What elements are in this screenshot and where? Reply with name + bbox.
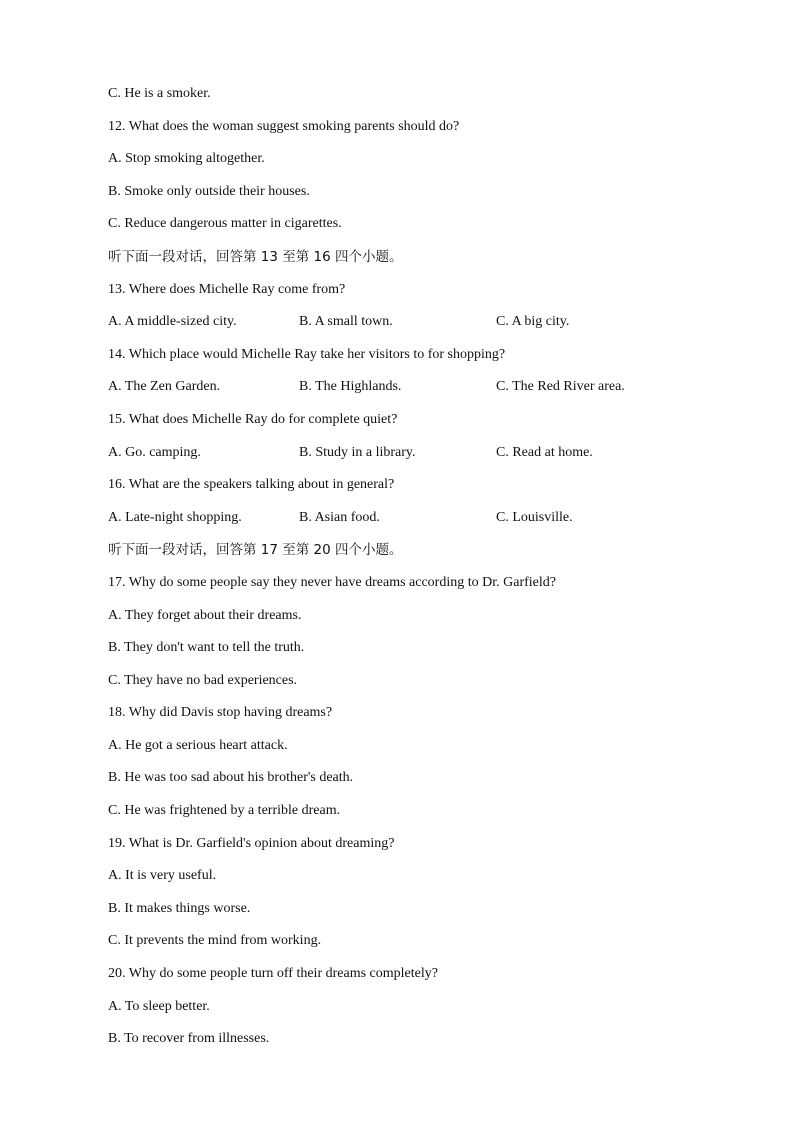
option-12-b: B. Smoke only outside their houses. bbox=[108, 183, 310, 199]
option-17-c: C. They have no bad experiences. bbox=[108, 672, 298, 688]
option-15-b: B. Study in a library. bbox=[299, 444, 416, 460]
option-18-c: C. He was frightened by a terrible dream. bbox=[108, 803, 341, 819]
section-heading-13-16: 听下面一段对话，回答第 13 至第 16 四个小题。 bbox=[108, 248, 403, 265]
option-18-b: B. He was too sad about his brother's death. bbox=[108, 770, 354, 786]
option-17-b: B. They don't want to tell the truth. bbox=[108, 640, 305, 656]
option-20-b: B. To recover from illnesses. bbox=[108, 1031, 270, 1047]
option-19-b: B. It makes things worse. bbox=[108, 900, 251, 916]
option-16-a: A. Late-night shopping. bbox=[108, 509, 242, 525]
option-16-b: B. Asian food. bbox=[299, 509, 380, 525]
question-12: 12. What does the woman suggest smoking parents should do? bbox=[108, 118, 460, 134]
option-19-c: C. It prevents the mind from working. bbox=[108, 933, 322, 949]
option-19-a: A. It is very useful. bbox=[108, 868, 217, 884]
option-13-a: A. A middle-sized city. bbox=[108, 314, 237, 330]
option-13-c: C. A big city. bbox=[496, 314, 570, 330]
line-1: C. He is a smoker. bbox=[108, 86, 211, 101]
section-heading-17-20: 听下面一段对话，回答第 17 至第 20 四个小题。 bbox=[108, 542, 403, 559]
option-14-b: B. The Highlands. bbox=[299, 379, 402, 395]
option-15-c: C. Read at home. bbox=[496, 444, 593, 460]
question-18: 18. Why did Davis stop having dreams? bbox=[108, 705, 333, 721]
option-14-c: C. The Red River area. bbox=[496, 379, 625, 395]
option-20-a: A. To sleep better. bbox=[108, 998, 210, 1014]
option-12-c: C. Reduce dangerous matter in cigarettes. bbox=[108, 216, 342, 232]
option-16-c: C. Louisville. bbox=[496, 509, 573, 525]
question-20: 20. Why do some people turn off their dreams completely? bbox=[108, 966, 438, 982]
option-12-a: A. Stop smoking altogether. bbox=[108, 151, 265, 167]
question-15: 15. What does Michelle Ray do for complete quiet? bbox=[108, 411, 398, 427]
options-15 bbox=[108, 437, 748, 470]
option-14-a: A. The Zen Garden. bbox=[108, 379, 221, 395]
question-13: 13. Where does Michelle Ray come from? bbox=[108, 281, 346, 297]
option-13-b: B. A small town. bbox=[299, 314, 393, 330]
option-18-a: A. He got a serious heart attack. bbox=[108, 737, 288, 753]
document-page bbox=[108, 78, 748, 1056]
option-15-a: A. Go. camping. bbox=[108, 444, 201, 460]
question-14: 14. Which place would Michelle Ray take her visitors to for shopping? bbox=[108, 346, 506, 362]
options-13 bbox=[108, 306, 748, 339]
question-16: 16. What are the speakers talking about in general? bbox=[108, 477, 395, 493]
question-19: 19. What is Dr. Garfield's opinion about dreaming? bbox=[108, 835, 395, 851]
option-17-a: A. They forget about their dreams. bbox=[108, 607, 302, 623]
options-16 bbox=[108, 502, 748, 535]
question-17: 17. Why do some people say they never have dreams according to Dr. Garfield? bbox=[108, 574, 556, 590]
options-14 bbox=[108, 371, 748, 404]
